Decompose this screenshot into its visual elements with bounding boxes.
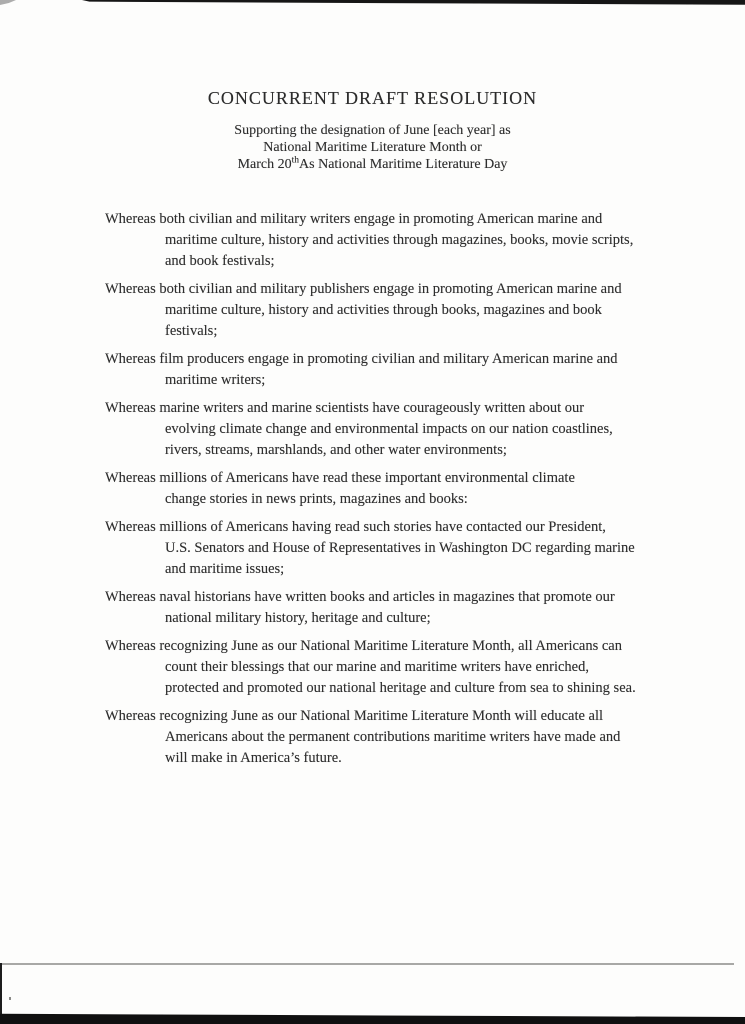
clause-continuation-line: evolving climate change and environmental impacts on our nation coastlines,	[165, 421, 613, 438]
resolution-clause	[105, 279, 645, 342]
scan-speck	[9, 997, 11, 1000]
clause-first-line: Whereas marine writers and marine scientists have courageously written about our	[105, 400, 585, 417]
clause-continuation-line: maritime culture, history and activities through magazines, books, movie scripts,	[165, 232, 634, 249]
clause-continuation-line: U.S. Senators and House of Representatives in Washington DC regarding marine	[165, 540, 635, 557]
resolution-clause	[105, 587, 645, 629]
subtitle-line-1: Supporting the designation of June [each year] as	[234, 123, 511, 138]
subtitle-line-3-prefix: March 20	[237, 156, 292, 172]
clause-continuation-line: protected and promoted our national heritage and culture from sea to shining sea.	[165, 680, 636, 697]
clause-first-line: Whereas millions of Americans have read these important environmental climate	[105, 470, 575, 487]
clause-continuation-line: national military history, heritage and culture;	[165, 610, 431, 627]
document-title: CONCURRENT DRAFT RESOLUTION	[207, 88, 538, 108]
scan-edge-bottom	[0, 1012, 745, 1024]
resolution-clause	[105, 349, 645, 391]
subtitle-line-3	[0, 154, 745, 174]
clause-first-line: Whereas naval historians have written books and articles in magazines that promote our	[105, 589, 615, 606]
page-edge-line	[0, 963, 734, 965]
ordinal-superscript: th	[291, 154, 300, 165]
resolution-clauses	[105, 209, 645, 769]
resolution-clause	[105, 706, 645, 769]
clause-continuation-line: will make in America’s future.	[165, 750, 342, 767]
subtitle-line-3-suffix: As National Maritime Literature Day	[299, 156, 508, 172]
clause-first-line: Whereas both civilian and military writers engage in promoting American marine and	[105, 211, 603, 228]
clause-first-line: Whereas film producers engage in promoting civilian and military American marine and	[105, 351, 618, 368]
clause-continuation-line: festivals;	[165, 323, 218, 340]
clause-continuation-line: maritime writers;	[165, 372, 266, 389]
clause-continuation-line: change stories in news prints, magazines and books:	[165, 491, 468, 508]
clause-continuation-line: maritime culture, history and activities through books, magazines and book	[165, 302, 602, 319]
clause-first-line: Whereas millions of Americans having read such stories have contacted our President,	[105, 519, 606, 536]
clause-first-line: Whereas both civilian and military publishers engage in promoting American marine and	[105, 281, 622, 298]
clause-continuation-line: count their blessings that our marine and maritime writers have enriched,	[165, 659, 589, 676]
resolution-clause	[105, 517, 645, 580]
clause-continuation-line: and book festivals;	[165, 253, 275, 270]
clause-first-line: Whereas recognizing June as our National Maritime Literature Month will educate all	[105, 708, 604, 725]
document-subtitle	[0, 123, 745, 173]
resolution-clause	[105, 468, 645, 510]
clause-continuation-line: and maritime issues;	[165, 561, 285, 578]
subtitle-line-2: National Maritime Literature Month or	[263, 139, 482, 155]
clause-continuation-line: Americans about the permanent contributions maritime writers have made and	[165, 729, 621, 746]
scan-edge-left	[0, 963, 2, 1015]
resolution-clause	[105, 636, 645, 699]
clause-continuation-line: rivers, streams, marshlands, and other water environments;	[165, 442, 507, 459]
resolution-clause	[105, 209, 645, 272]
resolution-clause	[105, 398, 645, 461]
clause-first-line: Whereas recognizing June as our National Maritime Literature Month, all Americans can	[105, 638, 622, 655]
